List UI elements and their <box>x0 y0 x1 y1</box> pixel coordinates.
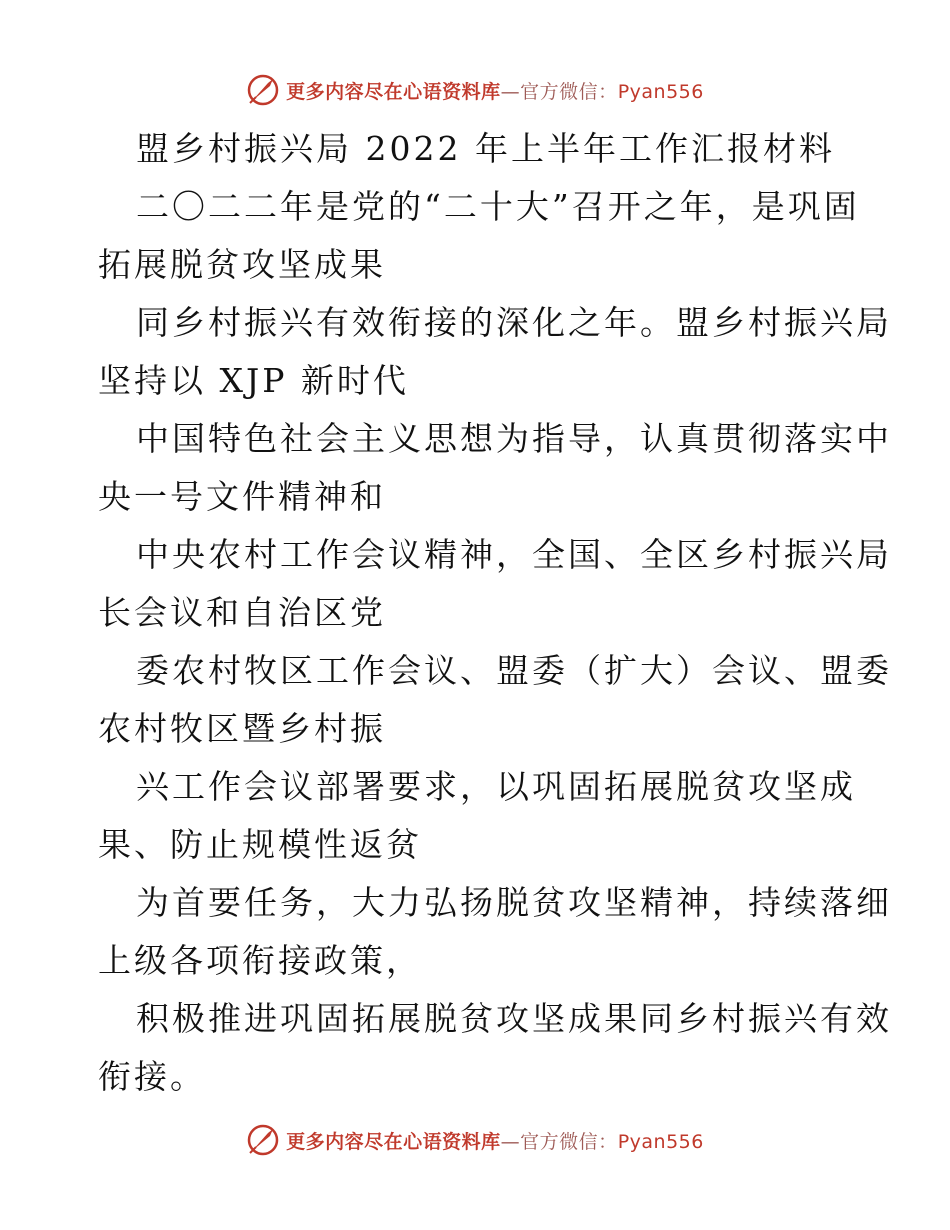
footer-banner-text <box>286 1127 704 1154</box>
paragraph-line: 央一号文件精神和 <box>98 477 386 516</box>
banner-wechat-label: —官方微信： <box>500 1130 618 1153</box>
banner-wechat-id: Pyan556 <box>617 1130 704 1153</box>
document-body <box>98 120 892 1106</box>
banner-wechat-label: —官方微信： <box>500 80 618 103</box>
quill-logo-icon <box>246 73 280 107</box>
quill-logo-icon <box>246 1123 280 1157</box>
paragraph-line: 中国特色社会主义思想为指导，认真贯彻落实中 <box>136 419 892 458</box>
paragraph-line: 农村牧区暨乡村振 <box>98 709 386 748</box>
paragraph-4 <box>98 526 892 642</box>
paragraph-line: 上级各项衔接政策， <box>98 941 422 980</box>
footer-banner <box>0 1120 950 1160</box>
paragraph-8 <box>98 990 892 1106</box>
banner-wechat-id: Pyan556 <box>617 80 704 103</box>
paragraph-line: 积极推进巩固拓展脱贫攻坚成果同乡村振兴有效 <box>136 999 892 1038</box>
banner-library-name: 更多内容尽在心语资料库 <box>286 80 501 103</box>
banner-library-name: 更多内容尽在心语资料库 <box>286 1130 501 1153</box>
document-title: 盟乡村振兴局 2022 年上半年工作汇报材料 <box>136 129 835 168</box>
header-banner-text <box>286 77 704 104</box>
paragraph-line: 委农村牧区工作会议、盟委（扩大）会议、盟委 <box>136 651 892 690</box>
paragraph-line: 果、防止规模性返贫 <box>98 825 422 864</box>
paragraph-line: 兴工作会议部署要求，以巩固拓展脱贫攻坚成 <box>136 767 856 806</box>
paragraph-line: 同乡村振兴有效衔接的深化之年。盟乡村振兴局 <box>136 303 892 342</box>
paragraph-line: 二〇二二年是党的“二十大”召开之年，是巩固 <box>136 187 860 226</box>
paragraph-1 <box>98 178 858 294</box>
paragraph-2 <box>98 294 892 410</box>
header-banner <box>0 70 950 110</box>
paragraph-7 <box>98 874 892 990</box>
paragraph-3 <box>98 410 892 526</box>
paragraph-line: 拓展脱贫攻坚成果 <box>98 245 386 284</box>
paragraph-line: 衔接。 <box>98 1057 206 1096</box>
paragraph-line: 中央农村工作会议精神，全国、全区乡村振兴局 <box>136 535 892 574</box>
paragraph-6 <box>98 758 858 874</box>
paragraph-5 <box>98 642 892 758</box>
paragraph-line: 长会议和自治区党 <box>98 593 386 632</box>
paragraph-line: 坚持以 XJP 新时代 <box>98 361 409 400</box>
paragraph-line: 为首要任务，大力弘扬脱贫攻坚精神，持续落细 <box>136 883 892 922</box>
